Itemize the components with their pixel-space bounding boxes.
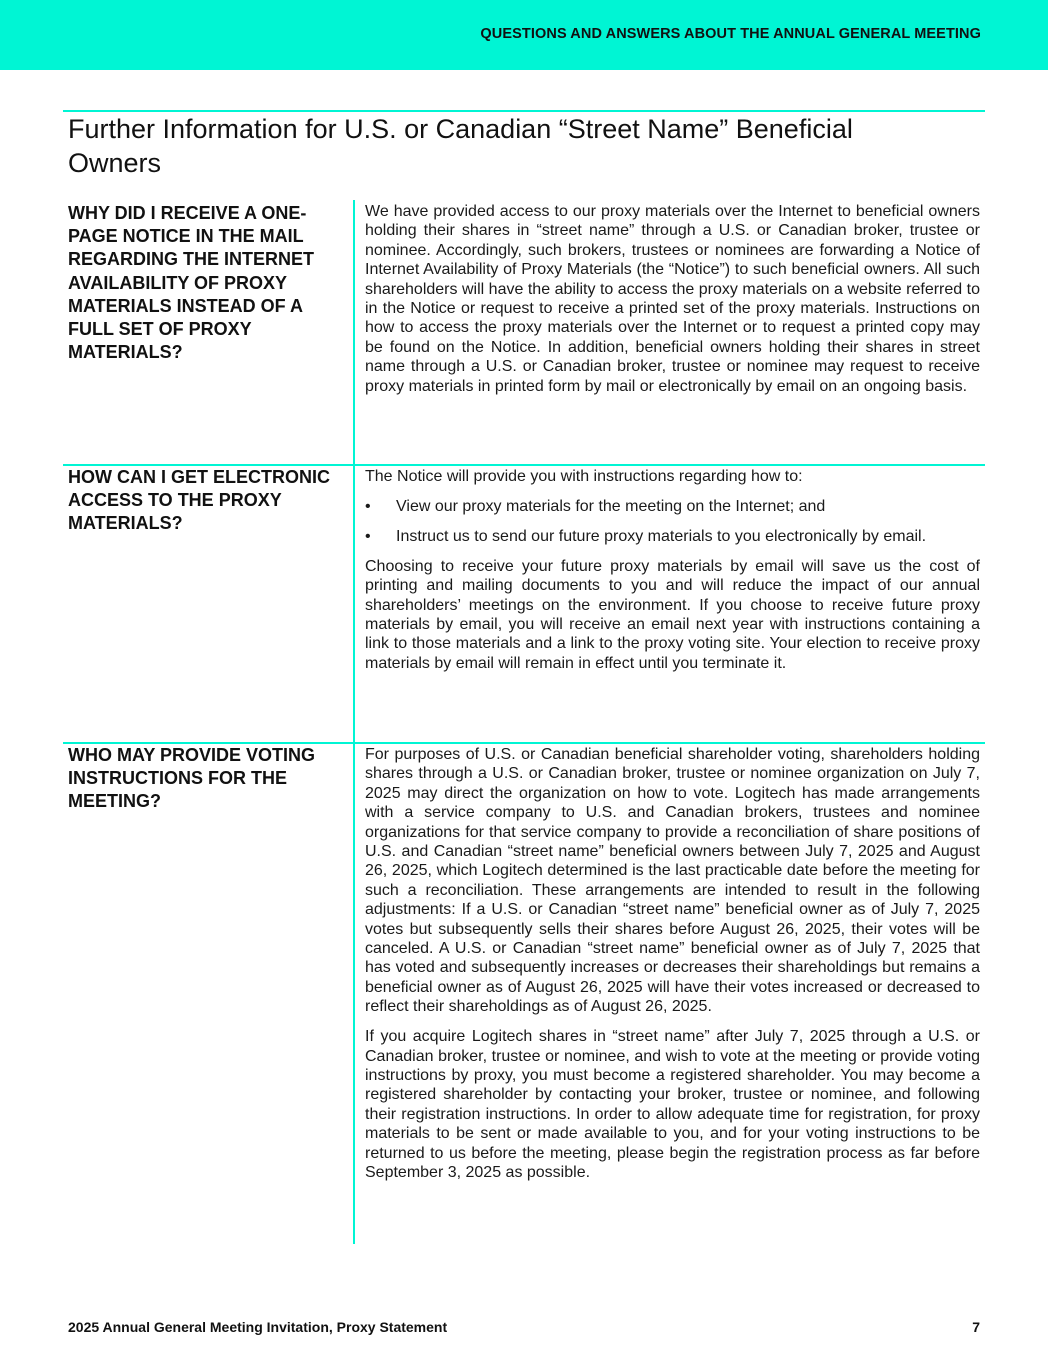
answer-paragraph: If you acquire Logitech shares in “street name” after July 7, 2025 through a U.S. or Canadian broker, trustee or nominee, and wish to vote at the meeting or provide voting instructions by proxy, you must become a registered shareholder. You may become a registered shareholder by contacting your broker, trustee or nominee, and following their registration instructions. In order to allow adequate time for registration, for proxy materials to be sent or made available to you, and for your voting instructions to be returned to us before the meeting, please begin the registration process as far before September 3, 2025 as possible. <box>365 1028 980 1182</box>
section-title: Further Information for U.S. or Canadian “Street Name” Beneficial Owners <box>68 114 853 178</box>
answer-intro: The Notice will provide you with instructions regarding how to: <box>365 468 803 485</box>
header-title: QUESTIONS AND ANSWERS ABOUT THE ANNUAL GENERAL MEETING <box>480 26 981 42</box>
answer-paragraph: Choosing to receive your future proxy materials by email will save us the cost of printing and mailing documents to you and will reduce the impact of our annual shareholders’ meetings on the environment. If you choose to receive future proxy materials by email, you will receive an email next year with instructions containing a link to those materials and a link to the proxy voting site. Your election to receive proxy materials by email will remain in effect until you terminate it. <box>365 557 980 672</box>
column-divider <box>353 464 355 742</box>
bullet-icon: • <box>365 527 371 545</box>
list-item <box>365 497 980 516</box>
answer-one-page-notice <box>365 202 980 407</box>
column-divider <box>353 200 355 464</box>
answer-paragraph: We have provided access to our proxy materials over the Internet to beneficial owners holding their shares in “street name” through a U.S. or Canadian broker, trustee or nominee. Accordingly, such brokers, trustees or nominees are forwarding a Notice of Internet Availability of Proxy Materials (the “Notice”) to such beneficial owners. All such shareholders will have the ability to access the proxy materials on a website referred to in the Notice or request to receive a printed set of the proxy materials. Instructions on how to access the proxy materials over the Internet or to request a printed copy may be found on the Notice. In addition, beneficial owners holding their shares in street name through a U.S. or Canadian broker, trustee or nominee may request to receive proxy materials in printed form by mail or electronically by email on an ongoing basis. <box>365 203 980 395</box>
column-divider <box>353 742 355 1244</box>
footer-page-number: 7 <box>972 1319 980 1335</box>
question-electronic-access: HOW CAN I GET ELECTRONIC ACCESS TO THE PROXY MATERIALS? <box>68 467 330 534</box>
answer-electronic-access <box>365 467 980 684</box>
answer-bullet-list <box>365 497 980 546</box>
list-item <box>365 527 980 546</box>
bullet-text: Instruct us to send our future proxy materials to you electronically by email. <box>396 527 927 545</box>
bullet-icon: • <box>365 497 371 515</box>
question-voting-instructions: WHO MAY PROVIDE VOTING INSTRUCTIONS FOR THE MEETING? <box>68 745 316 812</box>
footer-document-title: 2025 Annual General Meeting Invitation, Proxy Statement <box>68 1319 448 1335</box>
question-one-page-notice: WHY DID I RECEIVE A ONE-PAGE NOTICE IN THE MAIL REGARDING THE INTERNET AVAILABILITY OF PROXY MATERIALS INSTEAD OF A FULL SET OF PROXY MATERIALS? <box>68 203 315 363</box>
answer-paragraph: For purposes of U.S. or Canadian beneficial shareholder voting, shareholders holding shares through a U.S. or Canadian broker, trustee or nominee organization on July 7, 2025 may direct the organization on how to vote. Logitech has made arrangements with a service company to U.S. and Canadian brokers, trustees and nominee organizations for that service company to provide a reconciliation of share positions of U.S. and Canadian “street name” beneficial owners between July 7, 2025 and August 26, 2025, which Logitech determined is the last practicable date before the meeting for such a reconciliation. These arrangements are intended to result in the following adjustments: If a U.S. or Canadian “street name” beneficial owner as of July 7, 2025 votes but subsequently sells their shares before August 26, 2025, their votes will be canceled. A U.S. or Canadian “street name” beneficial owner as of July 7, 2025 that has voted and subsequently increases or decreases their shareholdings but remains a beneficial owner as of August 26, 2025 will have their votes increased or decreased to reflect their shareholdings as of August 26, 2025. <box>365 746 980 1016</box>
answer-voting-instructions <box>365 745 980 1193</box>
bullet-text: View our proxy materials for the meeting on the Internet; and <box>396 497 826 515</box>
